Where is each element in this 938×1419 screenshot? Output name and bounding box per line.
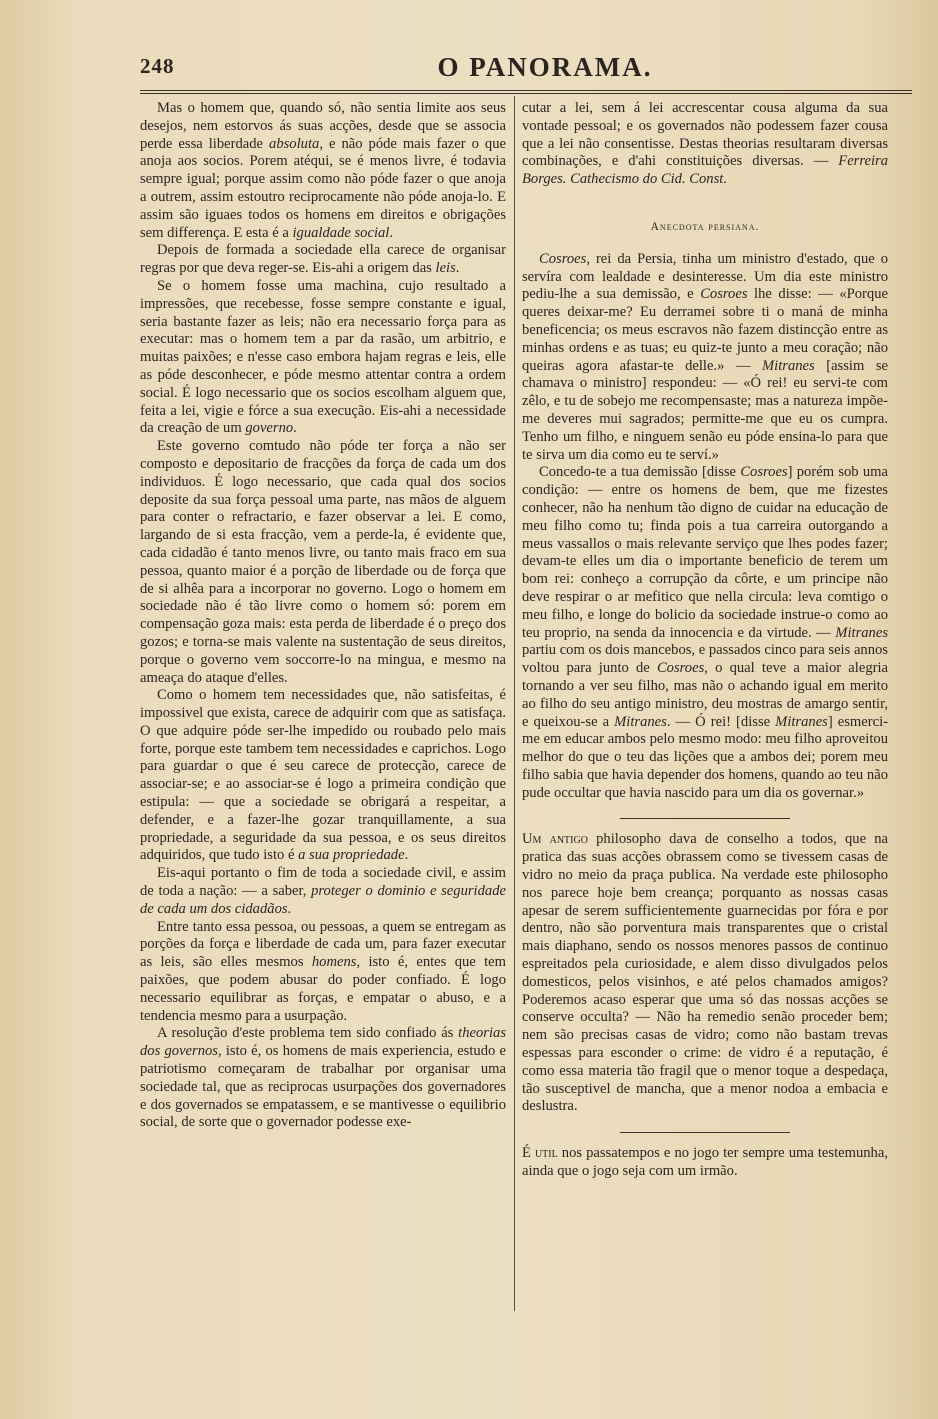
italic-text: absoluta bbox=[269, 135, 320, 152]
philosopher-paragraph: Um antigo philosopho dava de conselho a todos, que na pratica das suas acções obrassem como se tivessem casas de vidro no meio da praça publica. Na verdade este philosopho nos parece hoje bem creança; porquanto as nossas casas apesar de serem sufficientemente guarnecidas por fóra e por dentro, não são porventura mais transparentes que o cristal mais diaphano, sendo os nossos menores passos de continuo espreitados pela curiosidade, e alem disso divulgados pelos domesticos, pelos visinhos, e até pelos chamados amigos? Poderemos acaso esperar que uma só das nossas acções se conserve occulta? — Não ha remedio senão proceder bem; nem são precisas casas de vidro; como não bastam trevas espessas para esconder o crime: de vidro é a reputação, é como essa materia tão fragil que o menor toque a despedaça, tão susceptivel de mancha, que a menor nodoa a embacia e deslustra. bbox=[522, 831, 888, 1115]
section-title: Anecdota persiana. bbox=[650, 220, 760, 233]
italic-text: Ferreira Borges. Cathecismo do Cid. Const. bbox=[522, 153, 888, 188]
essay-continuation: cutar a lei, sem á lei accrescentar cousa alguma da sua vontade pessoal; e os governados não podessem fazer cousa que a lei não consentisse. Destas theorias resultaram diversas combinações, e d'ahi constituições diversas. — Ferreira Borges. Cathecismo do Cid. Const. bbox=[522, 100, 888, 188]
italic-text: igualdade social bbox=[292, 224, 390, 241]
body-paragraph: A resolução d'este problema tem sido confiado ás theorias dos governos, isto é, os homens de mais experiencia, estudo e patriotismo começaram de trabalhar por organisar uma sociedade tal, que as reciprocas usurpações dos governadores e dos governados se empatassem, e se mantivesse o equilibrio social, de sorte que o governador podesse exe- bbox=[140, 1025, 506, 1131]
italic-text: governo bbox=[245, 420, 294, 437]
column-divider bbox=[514, 96, 515, 1311]
italic-text: Mitranes bbox=[614, 713, 667, 730]
italic-text: a sua propriedade bbox=[298, 847, 405, 864]
italic-text: Cosroes bbox=[740, 464, 788, 481]
italic-text: Mitranes bbox=[775, 713, 828, 730]
separator-rule bbox=[620, 818, 790, 819]
body-paragraph: Se o homem fosse uma machina, cujo resultado a impressões, que recebesse, fosse sempre constante e igual, seria bastante fazer as leis; não era necessario força para as executar: mas o homem tem a par da rasão, um arbitrio, e muitas paixões; e n'esse caso embora hajam regras e leis, elle as póde desconhecer, e póde mesmo attentar contra a ordem social. É logo necessario que os socios escolham alguem que, feita a lei, vigie e fórce a sua execução. Eis-ahi a necessidade da creação de um governo. bbox=[140, 277, 506, 437]
header-rule-double bbox=[140, 93, 912, 94]
body-paragraph: Entre tanto essa pessoa, ou pessoas, a quem se entregam as porções da força e liberdade de cada um, para fazer executar as leis, são elles mesmos homens, isto é, entes que tem paixões, que podem abusar do poder confiado. É logo necessario equilibrar as forças, e empatar o abuso, e a tendencia mesmo para a usurpação. bbox=[140, 918, 506, 1024]
separator-rule bbox=[620, 1132, 790, 1133]
italic-text: Mitranes bbox=[835, 624, 888, 641]
body-paragraph: Este governo comtudo não póde ter força a não ser composto e depositario de fracções da força de cada um dos individuos. É logo necessario, que cada qual dos socios deposite da sua força pessoal uma parte, nas mãos de alguem para conter o refractario, e fazer observar a lei. E como, largando de si esta fracção, vem a perde-la, é evidente que, cada cidadão é tanto menos livre, ou tanto mais fraco em sua pessoa, quanto maior é a porção de liberdade ou de força que de si alhêa para a incorporar no governo. Logo o homem em sociedade não é tão livre como o homem só: porem em compensação goza mais: esta perda de liberdade é o preço dos gozos; e torna-se mais valente na sustentação de seus direitos, porque o governo vem soccorre-lo na mingua, e mesmo na ameaça do ataque d'elles. bbox=[140, 438, 506, 686]
italic-text: proteger o dominio e seguridade de cada um dos cidadãos bbox=[140, 883, 506, 917]
body-paragraph: Mas o homem que, quando só, não sentia limite aos seus desejos, nem estorvos ás suas acções, desde que se associa perde essa liberdade absoluta, e não póde mais fazer o que anoja aos socios. Porem atéqui, se é menos livre, é todavia sempre igual; porque assim como não póde fazer o que anoja a outrem, assim estoutro reciprocamente não póde anoja-lo. E assim são iguaes todos os homens em direitos e obrigações sem differença. E esta é a igualdade social. bbox=[140, 100, 506, 241]
small-caps-lead: Um antigo bbox=[522, 831, 588, 848]
header-rule bbox=[140, 90, 912, 91]
page-number: 248 bbox=[140, 54, 175, 78]
italic-text: Cosroes bbox=[656, 660, 705, 677]
anecdote-paragraph: Cosroes, rei da Persia, tinha um ministro d'estado, que o servíra com lealdade e desinteresse. Um dia este ministro pediu-lhe a sua demissão, e Cosroes lhe disse: — «Porque queres deixar-me? Eu derramei sobre ti o maná de minha beneficencia; os meus escravos não fazem distincção entre as minhas ordens e as tuas; eu quiz-te junto a meu coração; não queiras agora afastar-te delle.» — Mitranes [assim se chamava o ministro] respondeu: — «Ó rei! eu servi-te com zêlo, e tu de sobejo me recompensaste; mas a natureza impõe-me deveres mui sagrados; permitte-me que eu os cumpra. Tenho um filho, e ninguem senão eu póde ensina-lo para que te sirva um dia como eu te serví.» bbox=[522, 250, 888, 463]
italic-text: Cosroes bbox=[539, 250, 587, 267]
italic-text: leis bbox=[435, 260, 456, 277]
journal-title: O PANORAMA. bbox=[437, 52, 653, 82]
right-column bbox=[522, 100, 888, 1181]
italic-text: Cosroes bbox=[700, 286, 748, 303]
anecdote-paragraph: Concedo-te a tua demissão [disse Cosroes] porém sob uma condição: — entre os homens de bem, que me fizestes conhecer, não ha nenhum tão digno de cuidar na educação de meu filho como tu; finda pois a tua carreira outorgando a meus vassallos o mais relevante serviço que lhes podes fazer; devam-te elles um dia o importante beneficio de terem um bom rei: conheço a corrupção da côrte, e um principe não deve respirar o ar mefitico que nella circula: leva comtigo o meu filho, e longe do bolicio da sociedade instrue-o como ao teu proprio, na senda da innocencia e da virtude. — Mitranes partiu com os dois mancebos, e passados cinco para seis annos voltou para junto de Cosroes, o qual teve a maior alegria tornando a ver seu filho, mas não o achando igual em merito ao filho do seu antigo ministro, deu mostras de amargo sentir, e queixou-se a Mitranes. — Ó rei! [disse Mitranes] esmerci-me em educar ambos pelo mesmo modo: meu filho aproveitou melhor do que o teu das lições que a ambos dei; porem meu filho sabia que havia depender dos homens, quando ao teu não pude occultar que havia nascido para um dia os governar.» bbox=[522, 464, 889, 801]
useful-paragraph: É util nos passatempos e no jogo ter sempre uma testemunha, ainda que o jogo seja com um irmão. bbox=[522, 1145, 888, 1180]
body-paragraph: Depois de formada a sociedade ella carece de organisar regras por que deva reger-se. Eis-ahi a origem das leis. bbox=[140, 242, 506, 277]
body-paragraph: Como o homem tem necessidades que, não satisfeitas, é impossivel que exista, carece de adquirir com que as satisfaça. O que adquire póde ser-lhe impedido ou roubado pelo mais forte, porque este tambem tem necessidades e caprichos. Logo para guardar o que é seu carece de protecção, carece de associar-se; e ao associar-se é logo a primeira condição que estipula: — que a sociedade se obrigará a respeitar, a defender, e a fazer-lhe gozar tranquillamente, a sua propriedade, a seguridade da sua pessoa, e os seus direitos adquiridos, que tudo isto é a sua propriedade. bbox=[140, 687, 506, 864]
small-caps-lead: É util bbox=[522, 1145, 558, 1162]
anecdote bbox=[522, 251, 888, 803]
italic-text: theorias dos governos bbox=[140, 1025, 506, 1060]
page-header bbox=[140, 54, 910, 88]
italic-text: homens bbox=[311, 954, 357, 971]
italic-text: Mitranes bbox=[762, 357, 815, 374]
body-paragraph: Eis-aqui portanto o fim de toda a sociedade civil, e assim de toda a nação: — a saber, proteger o dominio e seguridade de cada um dos cidadãos. bbox=[140, 865, 506, 917]
left-column bbox=[140, 100, 506, 1132]
